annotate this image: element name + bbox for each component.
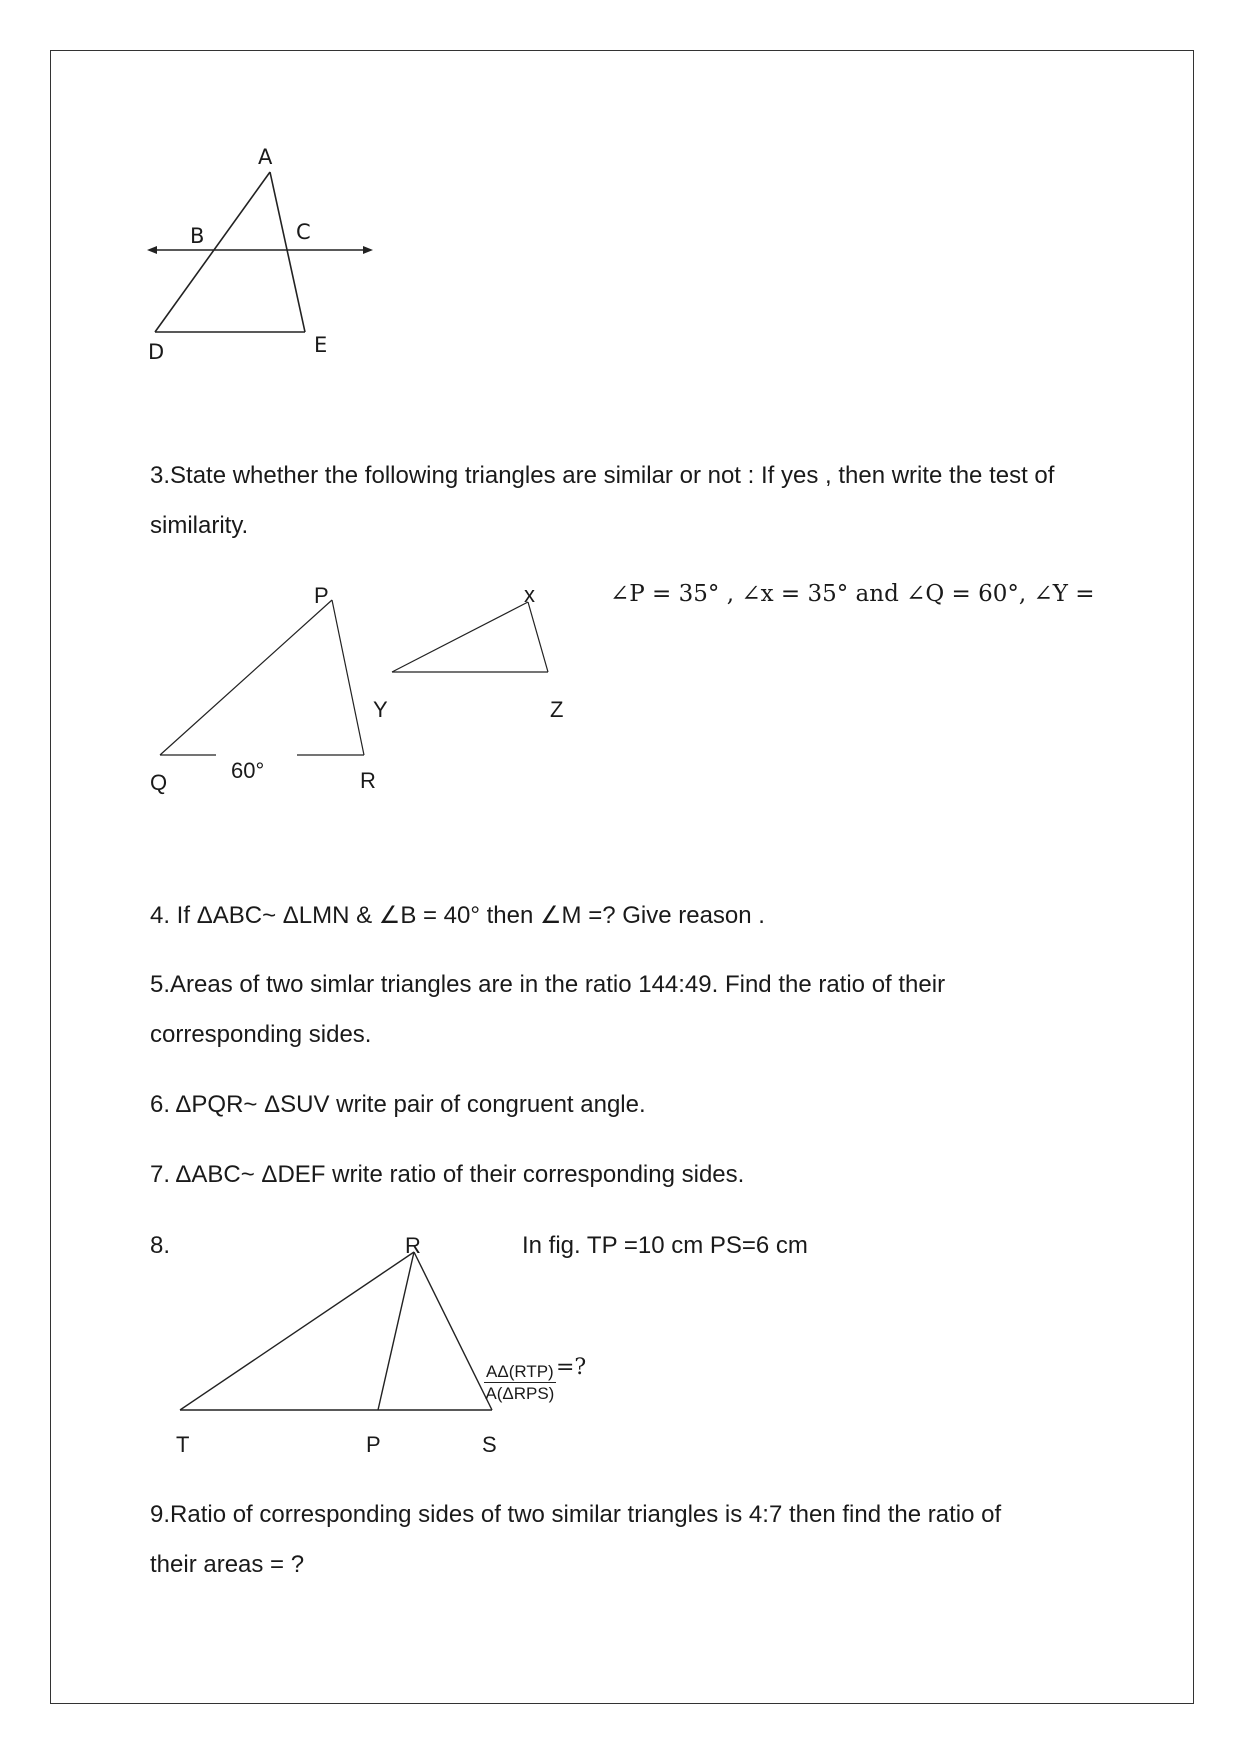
q9-line1: 9.Ratio of corresponding sides of two similar triangles is 4:7 then find the ratio of — [150, 1501, 1002, 1528]
q8-number: 8. — [150, 1232, 171, 1259]
label-E: E — [314, 333, 328, 357]
label-D: D — [148, 340, 165, 364]
q5-line1: 5.Areas of two simlar triangles are in the ratio 144:49. Find the ratio of their — [150, 971, 946, 998]
label-P2: P — [366, 1432, 381, 1457]
fraction-numerator: AΔ(RTP) — [484, 1361, 556, 1383]
label-T: T — [176, 1432, 190, 1457]
label-Z: Z — [550, 697, 564, 722]
q6-text: 6. ΔPQR~ ΔSUV write pair of congruent angle. — [150, 1091, 646, 1118]
label-R2: R — [405, 1233, 421, 1258]
q3-given-angles: ∠P = 35° , ∠x = 35° and ∠Q = 60°, ∠Y = — [610, 581, 1095, 607]
label-P: P — [314, 583, 329, 608]
area-ratio-fraction — [484, 1361, 556, 1405]
label-A: A — [258, 145, 273, 169]
label-Q: Q — [150, 770, 168, 795]
q4-text: 4. If ΔABC~ ΔLMN & ∠B = 40° then ∠M =? Give reason . — [150, 902, 765, 929]
q3-line1: 3.State whether the following triangles are similar or not : If yes , then write the test of — [150, 462, 1055, 489]
label-x: x — [524, 582, 535, 607]
q8-given: In fig. TP =10 cm PS=6 cm — [522, 1232, 808, 1259]
fraction-denominator: A(ΔRPS) — [485, 1384, 555, 1404]
label-R: R — [360, 768, 376, 793]
q3-line2: similarity. — [150, 512, 249, 539]
label-C: C — [296, 220, 311, 244]
angle-60-label: 60° — [231, 758, 265, 783]
label-Y: Y — [373, 697, 388, 722]
q9-line2: their areas = ? — [150, 1551, 305, 1578]
q5-line2: corresponding sides. — [150, 1021, 372, 1048]
q7-text: 7. ΔABC~ ΔDEF write ratio of their corresponding sides. — [150, 1161, 745, 1188]
figure-triangle-ade — [145, 140, 385, 370]
figure-triangles-pqr-xyz — [150, 590, 570, 790]
label-B: B — [190, 224, 205, 248]
label-S: S — [482, 1432, 497, 1457]
fraction-equals: =? — [556, 1355, 587, 1380]
figure-triangle-rts — [170, 1240, 510, 1430]
